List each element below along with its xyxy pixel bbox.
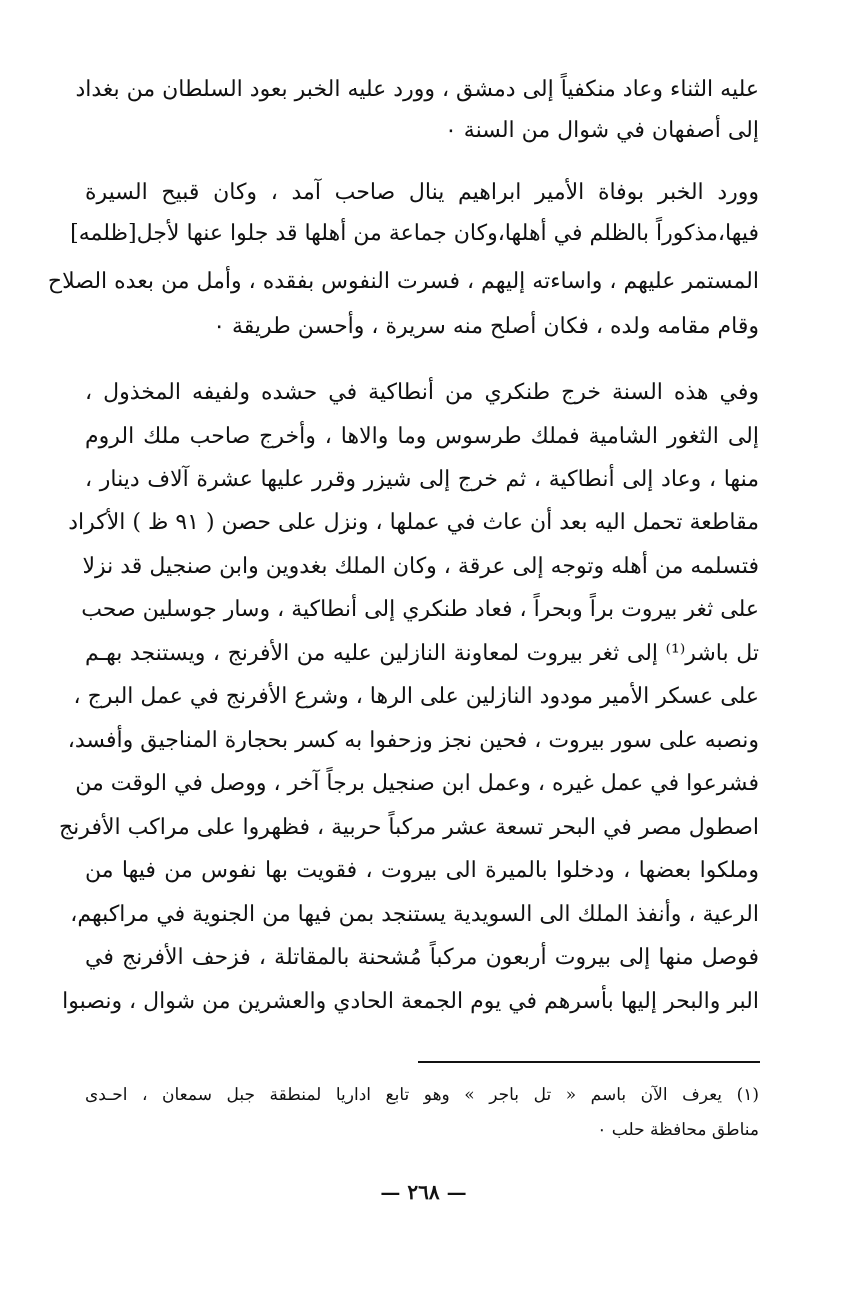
text-line: وملكوا بعضها ، ودخلوا بالميرة الى بيروت ، فقويت بها نفوس من فيها من <box>85 858 759 883</box>
text-line: فيها،مذكوراً بالظلم في أهلها،وكان جماعة من أهلها قد جلوا عنها لأجل[ظلمه] <box>70 221 759 246</box>
footnote-separator <box>418 1061 760 1063</box>
text-line: وقام مقامه ولده ، فكان أصلح منه سريرة ، وأحسن طريقة ٠ <box>213 314 759 339</box>
text-line: عليه الثناء وعاد منكفياً إلى دمشق ، وورد عليه الخبر بعود السلطان من بغداد <box>75 77 759 102</box>
text-line: إلى أصفهان في شوال من السنة ٠ <box>444 118 759 143</box>
text-line: اصطول مصر في البحر تسعة عشر مركباً حربية ، فظهروا على مراكب الأفرنج <box>58 815 759 840</box>
text-line: على ثغر بيروت براً وبحراً ، فعاد طنكري إلى أنطاكية ، وسار جوسلين صحب <box>81 597 759 622</box>
footnote-line: (١) يعرف الآن باسم « تل باجر » وهو تابع اداريا لمنطقة جبل سمعان ، احـدى <box>85 1085 759 1105</box>
text-line: ونصبه على سور بيروت ، فحين نجز وزحفوا به كسر بحجارة المناجيق وأفسد، <box>67 728 759 753</box>
text-line: الرعية ، وأنفذ الملك الى السويدية يستنجد بمن فيها من الجنوية في مراكبهم، <box>70 902 759 927</box>
text-line: مقاطعة تحمل اليه بعد أن عاث في عملها ، ونزل على حصن ( ٩١ ظ ) الأكراد <box>68 510 759 535</box>
text-line: المستمر عليهم ، واساءته إليهم ، فسرت النفوس بفقده ، وأمل من بعده الصلاح <box>47 269 759 294</box>
text-line: فتسلمه من أهله وتوجه إلى عرقة ، وكان الملك بغدوين وابن صنجيل قد نزلا <box>82 554 759 579</box>
footnote-line: مناطق محافظة حلب ٠ <box>597 1120 759 1140</box>
text-line: فوصل منها إلى بيروت أربعون مركباً مُشحنة بالمقاتلة ، فزحف الأفرنج في <box>85 945 759 970</box>
text-line: وفي هذه السنة خرج طنكري من أنطاكية في حشده ولفيفه المخذول ، <box>85 380 759 405</box>
text-line: وورد الخبر بوفاة الأمير ابراهيم ينال صاحب آمد ، وكان قبيح السيرة <box>85 180 759 205</box>
text-line: فشرعوا في عمل غيره ، وعمل ابن صنجيل برجاً آخر ، ووصل في الوقت من <box>75 771 759 796</box>
text-line: تل باشر⁽¹⁾ إلى ثغر بيروت لمعاونة النازلين عليه من الأفرنج ، ويستنجد بهـم <box>85 641 759 666</box>
page-number: — ٢٦٨ — <box>380 1180 467 1204</box>
text-line: البر والبحر إليها بأسرهم في يوم الجمعة الحادي والعشرين من شوال ، ونصبوا <box>62 989 759 1014</box>
text-line: منها ، وعاد إلى أنطاكية ، ثم خرج إلى شيزر وقرر عليها عشرة آلاف دينار ، <box>85 467 759 492</box>
text-line: على عسكر الأمير مودود النازلين على الرها ، وشرع الأفرنج في عمل البرج ، <box>73 684 759 709</box>
text-line: إلى الثغور الشامية فملك طرسوس وما والاها ، وأخرج صاحب ملك الروم <box>85 424 759 449</box>
